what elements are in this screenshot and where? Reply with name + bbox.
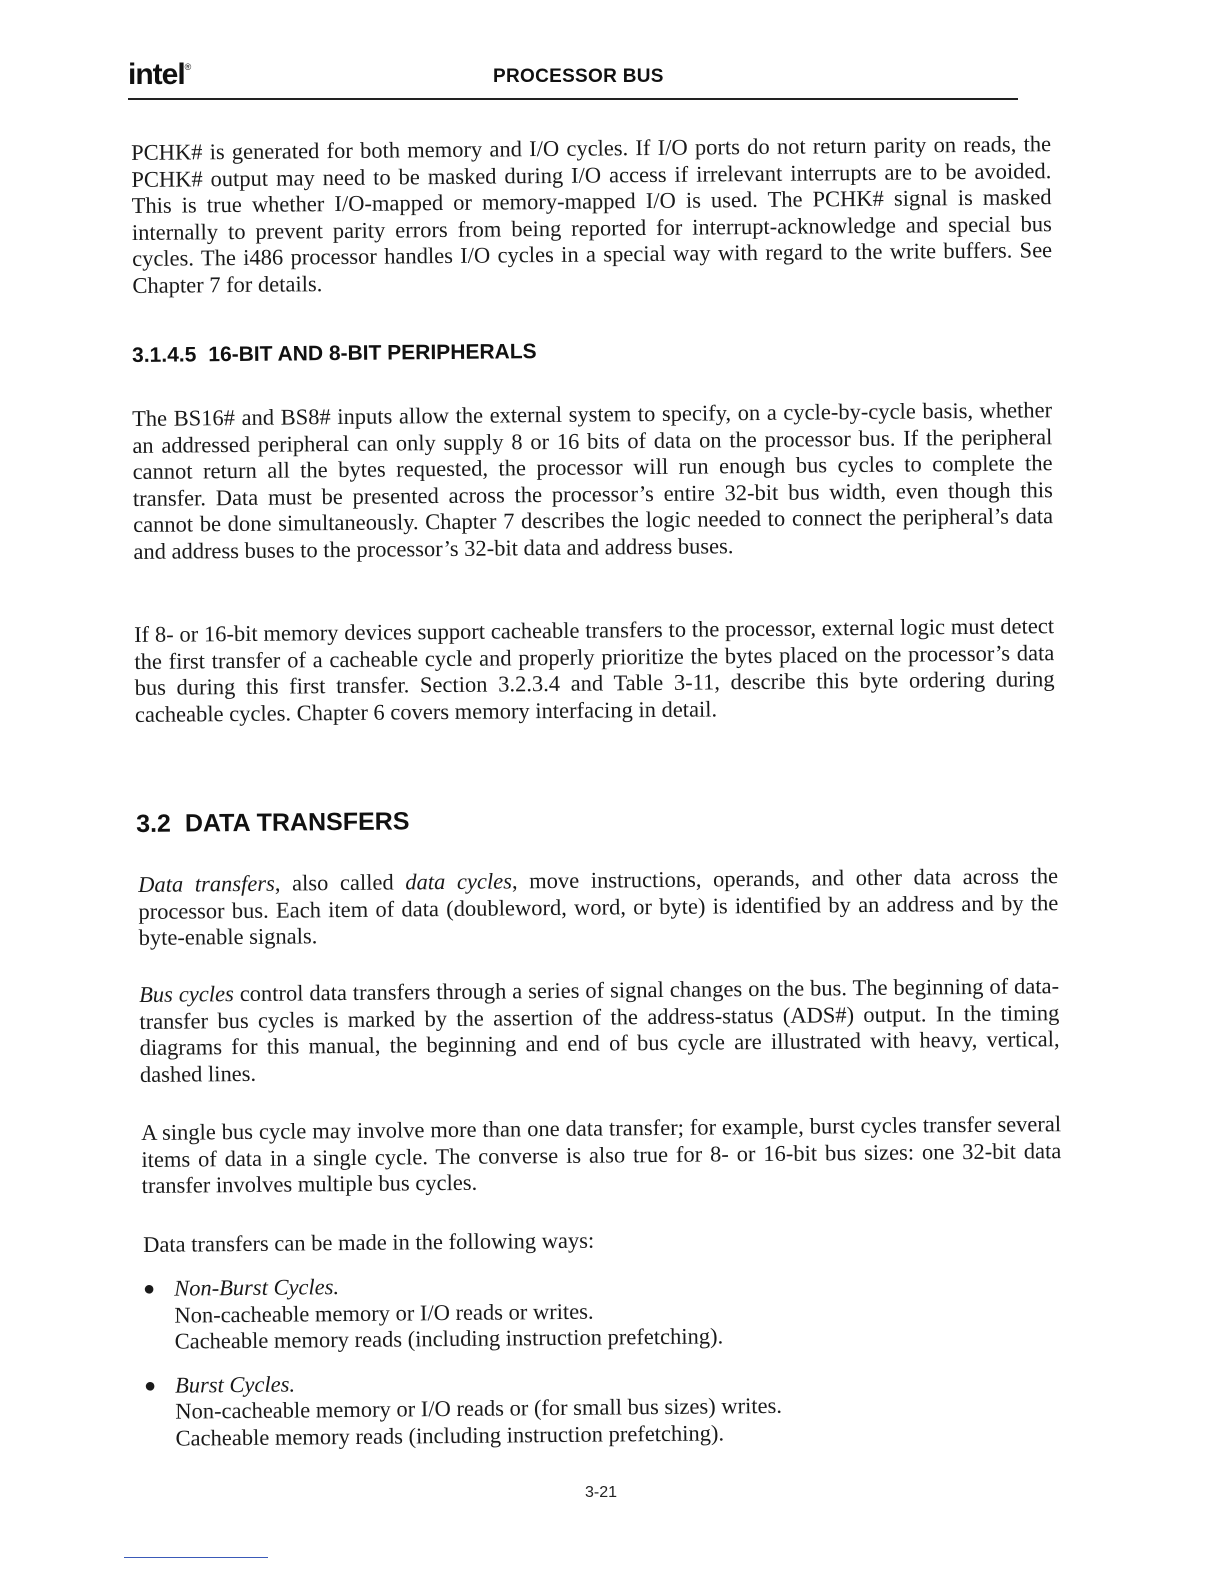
section-heading-3-2 bbox=[136, 807, 410, 839]
bullet-line: Cacheable memory reads (including instruction prefetching). bbox=[175, 1419, 725, 1451]
page-header bbox=[128, 56, 1018, 100]
bullet-title: Burst Cycles. bbox=[174, 1371, 296, 1398]
list-item bbox=[140, 1267, 1041, 1355]
bottom-rule bbox=[124, 1557, 268, 1558]
registered-mark: ® bbox=[184, 62, 191, 72]
term-data-transfers: Data transfers bbox=[138, 870, 275, 897]
section-heading-3-1-4-5 bbox=[132, 340, 537, 368]
paragraph-bs16-bs8: The BS16# and BS8# inputs allow the external system to specify, on a cycle-by-cycle basis, whether an addressed peripheral can only supply 8 or 16 bits of data on the processor bus. If the peripheral cannot return all the bytes requested, the processor will run enough bus cycles to complete the transfer. Data must be presented across the processor’s entire 32-bit bus width, even though this cannot be done simultaneously. Chapter 7 describes the logic needed to connect the peripheral’s data and address buses to the processor’s 32-bit data and address buses. bbox=[132, 397, 1054, 564]
text-run: , move instructions, operands, and other data across the processor bus. Each item of data (doubleword, word, or byte) is identified by an address and by the byte-enable signals. bbox=[138, 863, 1059, 950]
text-run: , also called bbox=[274, 869, 406, 896]
logo-text: intel bbox=[128, 58, 185, 91]
paragraph-transfer-ways: Data transfers can be made in the following ways: bbox=[143, 1227, 595, 1257]
header-title: PROCESSOR BUS bbox=[493, 66, 664, 87]
text-run: control data transfers through a series of signal changes on the bus. The beginning of data-transfer bus cycles is marked by the assertion of the address-status (ADS#) output. In the timing diagrams for this manual, the beginning and end of bus cycle are illustrated with heavy, vertical, dashed lines. bbox=[139, 973, 1060, 1087]
paragraph-pchk: PCHK# is generated for both memory and I/O cycles. If I/O ports do not return parity on reads, the PCHK# output may need to be masked during I/O access if irrelevant interrupts are to be avoided. This is true whether I/O-mapped or memory-mapped I/O is used. The PCHK# signal is masked internally to prevent parity errors from being reported for interrupt-acknowledge and special bus cycles. The i486 processor handles I/O cycles in a special way with regard to the write buffers. See Chapter 7 for details. bbox=[131, 131, 1053, 298]
bullet-line: Non-cacheable memory or I/O reads or (for small bus sizes) writes. bbox=[175, 1392, 783, 1424]
list-item bbox=[141, 1364, 1042, 1452]
term-bus-cycles: Bus cycles bbox=[139, 981, 234, 1007]
paragraph-bus-cycles bbox=[139, 973, 1060, 1088]
bullet-list bbox=[140, 1267, 1042, 1469]
section-number: 3.1.4.5 bbox=[132, 343, 197, 367]
section-number: 3.2 bbox=[136, 809, 172, 838]
bullet-title: Non-Burst Cycles. bbox=[173, 1274, 340, 1301]
paragraph-cacheable-transfers: If 8- or 16-bit memory devices support cacheable transfers to the processor, external logic must detect the first transfer of a cacheable cycle and properly prioritize the bytes placed on the processor’s data bus during this first transfer. Section 3.2.3.4 and Table 3-11, describe this byte ordering during cacheable cycles. Chapter 6 covers memory interfacing in detail. bbox=[134, 613, 1055, 727]
bullet-line: Cacheable memory reads (including instruction prefetching). bbox=[174, 1323, 724, 1354]
bullet-icon: ● bbox=[143, 1374, 157, 1397]
bullet-icon: ● bbox=[143, 1277, 156, 1300]
paragraph-single-bus-cycle: A single bus cycle may involve more than one data transfer; for example, burst cycles transfer several items of data in a single cycle. The converse is also true for 8- or 16-bit bus sizes: one 32-bit data transfer involves multiple bus cycles. bbox=[141, 1111, 1062, 1198]
page-number: 3-21 bbox=[585, 1484, 618, 1501]
paragraph-data-transfers bbox=[138, 863, 1059, 951]
bullet-line: Non-cacheable memory or I/O reads or writes. bbox=[174, 1298, 594, 1328]
header-rule bbox=[128, 98, 1018, 100]
section-title: DATA TRANSFERS bbox=[184, 807, 410, 838]
term-data-cycles: data cycles bbox=[405, 868, 513, 895]
intel-logo bbox=[128, 58, 190, 92]
section-title: 16-BIT AND 8-BIT PERIPHERALS bbox=[208, 340, 537, 367]
